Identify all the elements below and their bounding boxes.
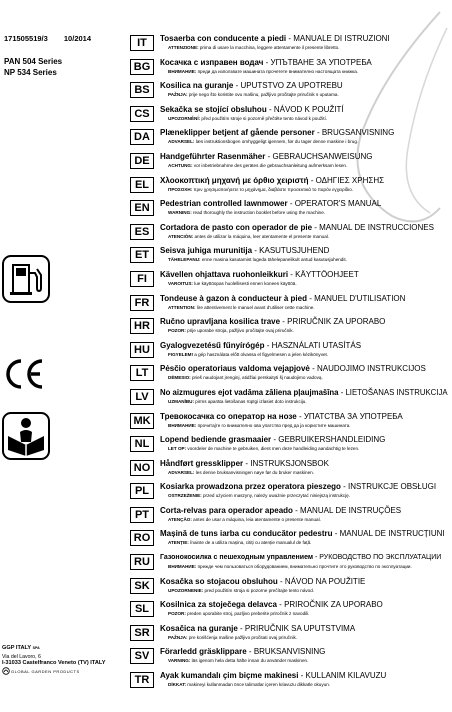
- product-name: Håndført gressklipper: [160, 458, 244, 468]
- language-row: [130, 270, 450, 294]
- manual-name: - УПАТСТВА ЗА УПОТРЕБА: [296, 411, 403, 421]
- language-title: [160, 341, 361, 351]
- language-code: TR: [130, 672, 154, 688]
- language-code: SR: [130, 625, 154, 641]
- product-name: Handgeführter Rasenmäher: [160, 151, 266, 161]
- warning-text: [168, 328, 294, 334]
- warning-message: lue käyttöopas huolellisesti ennen koneen käyttöä.: [192, 280, 297, 286]
- language-title: [160, 223, 434, 233]
- language-title: [160, 553, 441, 563]
- product-name: Ayak kumandalı çim biçme makinesi: [160, 671, 299, 681]
- language-title: [160, 412, 403, 422]
- warning-text: [168, 375, 323, 381]
- product-name: Plæneklipper betjent af gående personer: [160, 128, 315, 138]
- language-code: DA: [130, 129, 154, 145]
- warning-message: makineyi kullanmadan önce talimatlar içeren kılavuzu dikkatle okuyun.: [186, 682, 331, 688]
- warning-message: prije nego što koristite ovu mašinu, pažljivo pročitajte priručnik s uputama.: [187, 92, 339, 98]
- product-name: Kosiarka prowadzona przez operatora pieszego: [160, 482, 341, 492]
- language-code: NL: [130, 436, 154, 452]
- product-name: Косачка с изправен водач: [160, 57, 264, 67]
- warning-label: ACHTUNG:: [168, 162, 193, 168]
- language-row: [130, 223, 450, 247]
- product-name: Tondeuse à gazon à conducteur à pied: [160, 293, 307, 303]
- warning-message: antes de utilizar la máquina, leer atentamente el presente manual.: [193, 233, 330, 239]
- manual-name: - ΟΔΗΓΙΕΣ ΧΡΗΣΗΣ: [308, 175, 385, 185]
- warning-text: [168, 210, 325, 216]
- company-name: [2, 645, 40, 651]
- warning-label: ВНИМАНИЕ:: [168, 422, 197, 428]
- read-manual-icon: [2, 412, 50, 460]
- warning-message: voordeler de machine te gebruiken, dient men deze handleiding aandachtig te lezen.: [186, 446, 360, 452]
- language-title: [160, 58, 372, 68]
- language-row: [130, 506, 450, 530]
- warning-text: [168, 352, 328, 358]
- warning-text: [168, 187, 353, 193]
- manual-name: - PRIROČNIK ZA UPORABO: [276, 600, 383, 610]
- warning-message: прочитајте го внимателно ова упатство пред да ја користите машината.: [196, 422, 351, 428]
- warning-label: ВНИМАНИЕ:: [168, 564, 197, 570]
- company-name-text: GGP ITALY: [2, 645, 32, 651]
- manual-name: - INSTRUKCJE OBSŁUGI: [340, 482, 437, 492]
- language-title: [160, 600, 383, 610]
- language-code: SV: [130, 648, 154, 664]
- language-code: RO: [130, 530, 154, 546]
- warning-text: [168, 69, 358, 75]
- warning-text: [168, 281, 297, 287]
- manual-name: - MANUAL DE INSTRUÇÕES: [292, 505, 402, 515]
- manual-name: - OPERATOR'S MANUAL: [287, 199, 382, 209]
- language-row: [130, 600, 450, 624]
- language-row: [130, 34, 450, 58]
- product-name: Газонокосилка с пешеходным управлением: [160, 554, 314, 562]
- warning-text: [168, 540, 311, 546]
- language-code: FI: [130, 271, 154, 287]
- warning-message: pred použitím stroja si pozorne prečítajte tento návod.: [203, 587, 315, 593]
- warning-message: před použitím stroje si pozorně přečtěte tento návod k použití.: [200, 115, 328, 121]
- warning-label: PAŽNJA:: [168, 634, 188, 640]
- warning-message: læs instruktionsbogen omhyggeligt igennem, før du tager denne maskine i brug.: [194, 139, 359, 145]
- language-title: [160, 482, 436, 492]
- warning-label: ATENȚIE:: [168, 540, 189, 546]
- language-title: [160, 577, 365, 587]
- product-name: Kosačica na guranje: [160, 623, 238, 633]
- language-row: [130, 128, 450, 152]
- company-suffix: SPA: [32, 646, 40, 650]
- warning-label: UPOZORNĚNÍ:: [168, 115, 201, 121]
- manual-name: - GEBRUIKERSHANDLEIDING: [271, 435, 386, 445]
- language-title: [160, 364, 426, 374]
- product-name: Χλοοκοπτική μηχανή με όρθιο χειριστή: [160, 175, 309, 185]
- manual-name: - MANUALE DI ISTRUZIONI: [286, 34, 390, 43]
- product-name: Kosilnica za stoječega delavca: [160, 600, 277, 610]
- language-row: [130, 152, 450, 176]
- product-name: Kosilica na guranje: [160, 81, 234, 91]
- product-name: Sekačka se stojící obsluhou: [160, 104, 267, 114]
- warning-text: [168, 517, 321, 523]
- warning-message: vor inbetriebnahme des gerätes die gebrauchsanleitung aufmerksam lesen.: [192, 162, 348, 168]
- left-column: [0, 0, 118, 712]
- language-code: LT: [130, 365, 154, 381]
- manual-name: - BRUKSANVISNING: [246, 647, 326, 657]
- language-code: BS: [130, 82, 154, 98]
- warning-message: preden uporabite stroj, pazljivo preberite priročnik z navodili.: [185, 611, 310, 617]
- warning-text: [168, 635, 297, 641]
- warning-message: прежде чем пользоваться оборудованием, внимательно прочтите это руководство по эксплуатации.: [196, 564, 412, 570]
- model-name: PAN 504 Series: [4, 57, 63, 66]
- product-name: Gyalogvezetésű fűnyírógép: [160, 340, 265, 350]
- language-code: HU: [130, 342, 154, 358]
- language-list: [130, 34, 450, 695]
- language-title: [160, 435, 385, 445]
- warning-text: [168, 446, 359, 452]
- language-title: [160, 317, 385, 327]
- warning-message: prieš naudojant įrenginį, atidžiai perskaityti šį naudojimo vadovą.: [190, 375, 323, 381]
- manual-name: - KASUTUSJUHEND: [252, 246, 330, 256]
- warning-message: a gép használata előtt olvassa el figyelmesen a jelen kézikönyvet.: [193, 351, 329, 357]
- product-name: Förarledd gräsklippare: [160, 647, 247, 657]
- warning-message: преди да използвате машината прочетете внимателно настоящата книжка.: [196, 68, 359, 74]
- language-code: HR: [130, 318, 154, 334]
- warning-message: pre korišćenja mašine pažljivo pročitati ovaj priručnik.: [187, 634, 298, 640]
- warning-message: pirms aparāta lietošanas rūpīgi izlasiet doto instrukciju.: [194, 398, 307, 404]
- product-name: Ručno upravljana kosilica trave: [160, 317, 281, 327]
- warning-label: ADVARSEL:: [168, 139, 195, 145]
- product-name: Pedestrian controlled lawnmower: [160, 199, 288, 209]
- language-code: PT: [130, 507, 154, 523]
- product-name: Mașină de tuns iarba cu conducător pedestru: [160, 529, 333, 539]
- manual-name: - INSTRUKSJONSBOK: [243, 458, 329, 468]
- language-code: ES: [130, 224, 154, 240]
- language-code: ET: [130, 247, 154, 263]
- language-row: [130, 435, 450, 459]
- warning-text: [168, 470, 314, 476]
- warning-label: ATTENTION:: [168, 304, 196, 310]
- language-row: [130, 459, 450, 483]
- language-code: BG: [130, 59, 154, 75]
- language-title: [160, 671, 386, 681]
- language-row: [130, 388, 450, 412]
- company-logo-text: GLOBAL GARDEN PRODUCTS: [11, 669, 80, 674]
- warning-text: [168, 92, 339, 98]
- language-row: [130, 577, 450, 601]
- warning-message: lire attentivement le manuel avant d'utiliser cette machine.: [195, 304, 315, 310]
- product-name: No aizmugures ejot vadāma zāliena pļaujmašīna: [160, 387, 339, 397]
- manual-name: - MANUEL D'UTILISATION: [306, 293, 406, 303]
- language-row: [130, 294, 450, 318]
- language-row: [130, 58, 450, 82]
- warning-message: enne masina kasutamist lugeda tähelepanelikult antud kasutusjuhendit.: [200, 257, 347, 263]
- warning-message: înainte de a utiliza mașina, citiți cu atenție manualul de față.: [188, 540, 312, 546]
- language-code: EL: [130, 177, 154, 193]
- language-row: [130, 341, 450, 365]
- warning-text: [168, 588, 314, 594]
- language-code: DE: [130, 153, 154, 169]
- language-row: [130, 624, 450, 648]
- language-title: [160, 34, 390, 44]
- warning-text: [168, 493, 350, 499]
- language-title: [160, 199, 381, 209]
- language-code: CS: [130, 106, 154, 122]
- manual-name: - РУКОВОДСТВО ПО ЭКСПЛУАТАЦИИ: [313, 554, 442, 562]
- warning-text: [168, 658, 308, 664]
- language-row: [130, 647, 450, 671]
- manual-name: - UPUTSTVO ZA UPOTREBU: [233, 81, 343, 91]
- language-title: [160, 294, 405, 304]
- warning-text: [168, 116, 327, 122]
- warning-text: [168, 163, 347, 169]
- language-row: [130, 176, 450, 200]
- warning-label: ATENÇÃO:: [168, 516, 192, 522]
- warning-message: läs igenom hela detta häfte innan du använder maskinen.: [190, 658, 309, 664]
- warning-text: [168, 423, 351, 429]
- product-name: Seisva juhiga murunitija: [160, 246, 253, 256]
- ce-mark-icon: [4, 358, 46, 390]
- language-row: [130, 317, 450, 341]
- company-street: Via del Lavoro, 6: [2, 654, 41, 660]
- warning-label: TÄHELEPANU:: [168, 257, 201, 263]
- warning-label: PAŽNJA:: [168, 92, 188, 98]
- language-row: [130, 412, 450, 436]
- product-name: Kosačka so stojacou obsluhou: [160, 576, 278, 586]
- warning-label: UPOZORNENIE:: [168, 587, 204, 593]
- language-row: [130, 105, 450, 129]
- warning-label: UZMANĪBU:: [168, 398, 195, 404]
- language-title: [160, 176, 384, 186]
- language-code: PL: [130, 483, 154, 499]
- doc-number: 171505519/3: [4, 34, 48, 43]
- language-code: MK: [130, 413, 154, 429]
- manual-name: - MANUAL DE INSTRUCCIONES: [312, 222, 434, 232]
- language-row: [130, 482, 450, 506]
- language-row: [130, 246, 450, 270]
- manual-name: - NAUDOJIMO INSTRUKCIJOS: [309, 364, 426, 374]
- warning-text: [168, 611, 309, 617]
- warning-text: [168, 257, 347, 263]
- language-title: [160, 128, 394, 138]
- language-code: FR: [130, 295, 154, 311]
- warning-message: read thoroughly the instruction booklet before using the machine.: [191, 210, 326, 216]
- company-city: I-31033 Castelfranco Veneto (TV) ITALY: [2, 660, 106, 666]
- product-name: Lopend bediende grasmaaier: [160, 435, 272, 445]
- language-row: [130, 553, 450, 577]
- warning-label: WARNING:: [168, 210, 192, 216]
- language-title: [160, 152, 372, 162]
- warning-message: przed użyciem maszyny, należy uważnie przeczytać niniejszą instrukcję.: [201, 493, 350, 499]
- fuel-pump-icon: [2, 255, 50, 303]
- language-row: [130, 81, 450, 105]
- language-code: NO: [130, 460, 154, 476]
- warning-message: prije uporabe stroja, pažljivo pročitajte ovaj priručnik.: [185, 328, 294, 334]
- product-name: Kävellen ohjattava ruohonleikkuri: [160, 269, 289, 279]
- language-title: [160, 388, 448, 398]
- language-code: SK: [130, 578, 154, 594]
- warning-label: ВНИМАНИЕ:: [168, 68, 197, 74]
- language-title: [160, 647, 325, 657]
- warning-text: [168, 139, 358, 145]
- warning-text: [168, 682, 330, 688]
- manual-name: - MANUAL DE INSTRUCȚIUNI: [332, 529, 445, 539]
- warning-text: [168, 399, 307, 405]
- ggp-logo-icon: [2, 667, 10, 675]
- manual-name: - УПЪТВАНЕ ЗА УПОТРЕБА: [263, 57, 372, 67]
- warning-label: POZOR:: [168, 328, 186, 334]
- warning-label: ADVARSEL:: [168, 469, 195, 475]
- language-title: [160, 529, 445, 539]
- warning-label: VARNING:: [168, 658, 191, 664]
- manual-name: - GEBRAUCHSANWEISUNG: [265, 151, 373, 161]
- language-code: LV: [130, 389, 154, 405]
- warning-label: FIGYELEM!: [168, 351, 194, 357]
- warning-label: POZOR:: [168, 611, 186, 617]
- warning-text: [168, 234, 329, 240]
- product-name: Corta-relvas para operador apeado: [160, 505, 293, 515]
- language-row: [130, 671, 450, 695]
- warning-text: [168, 564, 412, 570]
- language-row: [130, 199, 450, 223]
- warning-text: [168, 45, 340, 51]
- warning-label: DİKKAT:: [168, 682, 187, 688]
- product-name: Тревокосачка со оператор на нозе: [160, 411, 297, 421]
- language-code: EN: [130, 200, 154, 216]
- warning-label: ATENCIÓN:: [168, 233, 194, 239]
- manual-name: - KÄYTTÖOHJEET: [288, 269, 359, 279]
- manual-name: - NÁVOD K POUŽITÍ: [266, 104, 344, 114]
- product-name: Pėsčio operatoriaus valdoma vejapjovė: [160, 364, 310, 374]
- warning-text: [168, 305, 315, 311]
- warning-message: πριν χρησιμοποιήσετε το μηχάνημα, διαβάστε προσεκτικά το παρόν εγχειρίδιο.: [192, 186, 354, 192]
- product-name: Tosaerba con conducente a piedi: [160, 34, 287, 43]
- warning-label: VAROITUS:: [168, 280, 193, 286]
- language-title: [160, 246, 329, 256]
- warning-label: ATTENZIONE:: [168, 45, 199, 50]
- language-title: [160, 624, 355, 634]
- document-number: [4, 34, 105, 43]
- language-title: [160, 105, 344, 115]
- manual-name: - BRUGSANVISNING: [314, 128, 395, 138]
- manual-name: - PRIRUČNIK SA UPUTSTVIMA: [237, 623, 356, 633]
- doc-date: 10/2014: [63, 34, 92, 43]
- warning-label: OSTRZEŻENIE:: [168, 493, 202, 499]
- product-name: Cortadora de pasto con operador de pie: [160, 222, 313, 232]
- language-title: [160, 459, 329, 469]
- manual-name: - LIETOŠANAS INSTRUKCIJA: [338, 387, 448, 397]
- language-title: [160, 81, 343, 91]
- manual-name: - KULLANIM KILAVUZU: [298, 671, 387, 681]
- language-row: [130, 364, 450, 388]
- warning-message: prima di usare la macchina, leggere attentamente il presente libretto.: [198, 45, 340, 50]
- manual-name: - PRIRUČNIK ZA UPORABO: [280, 317, 386, 327]
- language-title: [160, 506, 401, 516]
- warning-message: les denne bruksanvisningen nøye før du bruker maskinen.: [194, 469, 314, 475]
- manual-name: - HASZNÁLATI UTASÍTÁS: [264, 340, 362, 350]
- language-title: [160, 270, 359, 280]
- language-code: IT: [130, 35, 154, 51]
- model-name: NP 534 Series: [4, 68, 57, 77]
- warning-message: antes de usar a máquina, leia atentamente o presente manual.: [191, 516, 321, 522]
- warning-label: DĖMESIO:: [168, 375, 191, 381]
- language-row: [130, 529, 450, 553]
- language-code: SL: [130, 601, 154, 617]
- warning-label: LET OP:: [168, 446, 187, 452]
- manual-name: - NÁVOD NA POUŽITIE: [277, 576, 366, 586]
- warning-label: ΠΡΟΣΟΧΗ:: [168, 186, 193, 192]
- language-code: RU: [130, 554, 154, 570]
